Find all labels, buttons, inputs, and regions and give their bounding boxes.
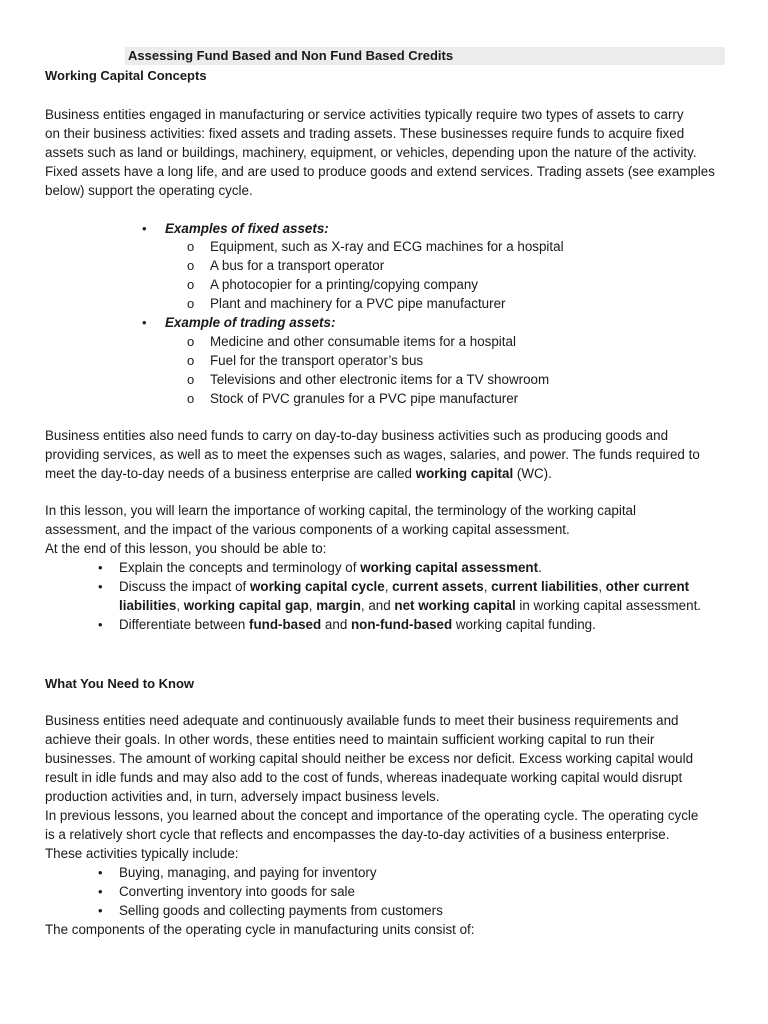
text-line: assessment, and the impact of the various components of a working capital assessment.	[45, 522, 570, 537]
bullet-marker: •	[98, 865, 103, 880]
text-line: Business entities engaged in manufacturing or service activities typically require two types of assets to carry	[45, 107, 684, 122]
bullet-marker: •	[98, 579, 103, 594]
lesson-paragraph	[45, 501, 725, 558]
list-item: Plant and machinery for a PVC pipe manufacturer	[210, 296, 506, 311]
text-line: production activities and, in turn, adversely impact business levels.	[45, 789, 440, 804]
text-line: achieve their goals. In other words, these entities need to maintain sufficient working capital to run their	[45, 732, 655, 747]
objective-item: Discuss the impact of working capital cycle, current assets, current liabilities, other current	[119, 579, 690, 594]
document-title: Assessing Fund Based and Non Fund Based Credits	[125, 47, 725, 65]
text-line: is a relatively short cycle that reflects and encompasses the day-to-day activities of a business enterprise.	[45, 827, 670, 842]
text-line: In this lesson, you will learn the importance of working capital, the terminology of the working capital	[45, 503, 636, 518]
activity-item: Buying, managing, and paying for inventory	[119, 865, 377, 880]
objective-item-continuation: liabilities, working capital gap, margin, and net working capital in working capital assessment.	[119, 598, 702, 613]
text-line: In previous lessons, you learned about the concept and importance of the operating cycle. The operating cycle	[45, 808, 699, 823]
list-item: A photocopier for a printing/copying company	[210, 277, 478, 292]
heading-what-you-need-to-know: What You Need to Know	[45, 676, 195, 691]
text-line: result in idle funds and may also add to the cost of funds, whereas inadequate working capital would disrupt	[45, 770, 683, 785]
trading-assets-label: Example of trading assets:	[165, 315, 336, 330]
list-item: Televisions and other electronic items for a TV showroom	[210, 372, 550, 387]
activity-item: Selling goods and collecting payments from customers	[119, 903, 443, 918]
intro-paragraph	[45, 105, 725, 200]
list-item: A bus for a transport operator	[210, 258, 385, 273]
text-line: providing services, as well as to meet the expenses such as wages, salaries, and power. The funds required to	[45, 447, 700, 462]
list-item: Stock of PVC granules for a PVC pipe manufacturer	[210, 391, 519, 406]
know-paragraph	[45, 711, 725, 863]
sub-bullet-marker: o	[187, 277, 195, 292]
list-item: Medicine and other consumable items for a hospital	[210, 334, 516, 349]
bullet-marker: •	[98, 617, 103, 632]
list-item: Fuel for the transport operator’s bus	[210, 353, 424, 368]
working-capital-paragraph	[45, 426, 725, 483]
objective-item: Differentiate between fund-based and non-fund-based working capital funding.	[119, 617, 596, 632]
sub-bullet-marker: o	[187, 258, 195, 273]
text-line: on their business activities: fixed assets and trading assets. These businesses require funds to acquire fixed	[45, 126, 685, 141]
text-line: meet the day-to-day needs of a business enterprise are called working capital (WC).	[45, 466, 552, 481]
text-line: businesses. The amount of working capital should neither be excess nor deficit. Excess working capital would	[45, 751, 694, 766]
sub-bullet-marker: o	[187, 391, 195, 406]
list-item: Equipment, such as X-ray and ECG machines for a hospital	[210, 239, 564, 254]
text-line: At the end of this lesson, you should be able to:	[45, 541, 327, 556]
bullet-marker: •	[98, 560, 103, 575]
text-line: Business entities also need funds to carry on day-to-day business activities such as producing goods and	[45, 428, 669, 443]
sub-bullet-marker: o	[187, 353, 195, 368]
sub-bullet-marker: o	[187, 296, 195, 311]
sub-bullet-marker: o	[187, 334, 195, 349]
activity-item: Converting inventory into goods for sale	[119, 884, 355, 899]
sub-bullet-marker: o	[187, 372, 195, 387]
term-working-capital: working capital	[415, 466, 514, 481]
text-line: below) support the operating cycle.	[45, 183, 253, 198]
sub-bullet-marker: o	[187, 239, 195, 254]
bullet-marker: •	[142, 315, 147, 330]
bullet-marker: •	[98, 884, 103, 899]
text-line: These activities typically include:	[45, 846, 239, 861]
fixed-assets-label: Examples of fixed assets:	[165, 221, 329, 236]
objective-item: Explain the concepts and terminology of working capital assessment.	[119, 560, 542, 575]
bullet-marker: •	[142, 221, 147, 236]
bullet-marker: •	[98, 903, 103, 918]
text-line: Business entities need adequate and continuously available funds to meet their business requirements and	[45, 713, 679, 728]
text-line: Fixed assets have a long life, and are used to produce goods and extend services. Trading assets (see examples	[45, 164, 715, 179]
components-line: The components of the operating cycle in manufacturing units consist of:	[45, 922, 475, 937]
heading-working-capital-concepts: Working Capital Concepts	[45, 68, 207, 83]
text-line: assets such as land or buildings, machinery, equipment, or vehicles, depending upon the nature of the activity.	[45, 145, 697, 160]
